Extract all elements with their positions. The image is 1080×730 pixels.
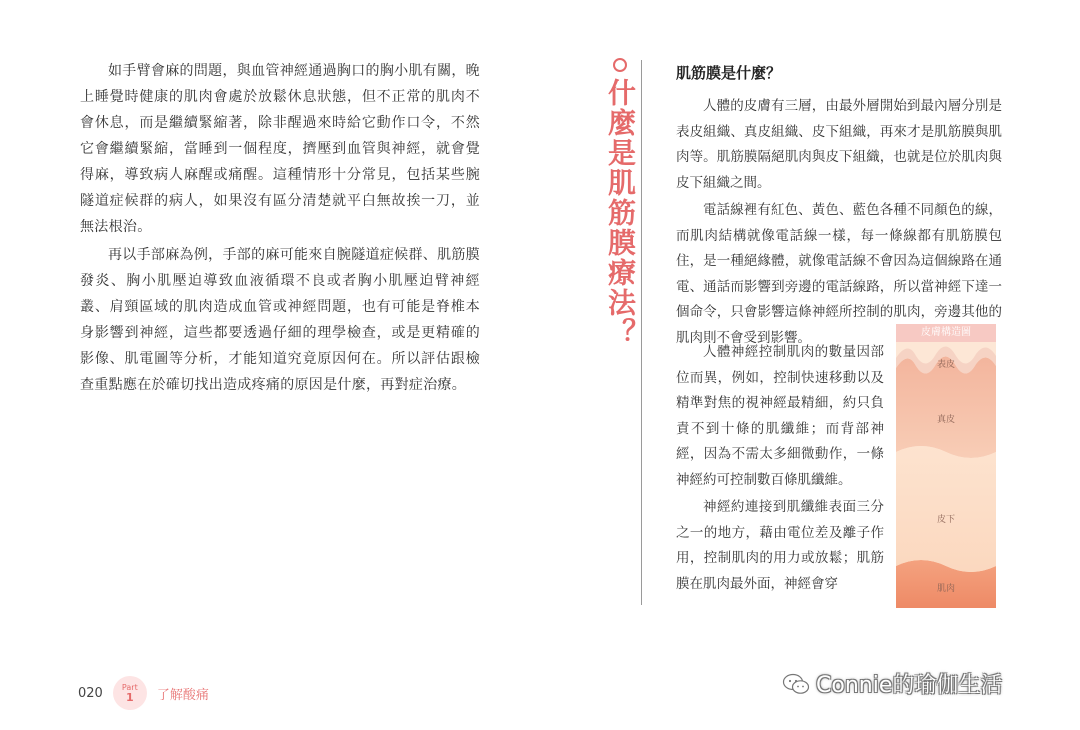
right-paragraph: 人體神經控制肌肉的數量因部位而異，例如，控制快速移動以及精準對焦的視神經最精細，約只負責不到十條的肌纖維；而背部神經，因為不需太多細微動作，一條神經約可控制數百條肌纖維。 — [676, 344, 884, 488]
part-badge — [113, 676, 147, 710]
circle-bullet-icon — [613, 58, 627, 72]
diagram-title: 皮膚構造圖 — [896, 324, 996, 342]
layer-label-dermis: 真皮 — [936, 415, 956, 425]
part-number: 1 — [126, 691, 134, 704]
divider — [641, 60, 642, 605]
page-number: 020 — [78, 685, 103, 701]
chapter-title — [605, 58, 635, 348]
right-paragraph: 人體的皮膚有三層，由最外層開始到最內層分別是表皮組織、真皮組織、皮下組織，再來才是肌筋膜與肌肉等。肌筋膜隔絕肌肉與皮下組織，也就是位於肌肉與皮下組織之間。 — [676, 98, 1002, 191]
skin-layers-graphic — [896, 342, 996, 608]
layer-label-subcutaneous: 皮下 — [936, 515, 956, 525]
right-body-text-narrow — [676, 340, 884, 599]
layer-label-muscle: 肌肉 — [936, 584, 956, 594]
part-label: Part — [121, 683, 138, 692]
chapter-title-text: 什麼是肌筋膜療法？ — [604, 78, 637, 348]
page-footer — [78, 676, 209, 710]
watermark — [782, 668, 1002, 699]
section-heading: 肌筋膜是什麼？ — [676, 64, 782, 82]
dermis-layer — [896, 356, 996, 458]
left-paragraph: 再以手部麻為例，手部的麻可能來自腕隧道症候群、肌筋膜發炎、胸小肌壓迫導致血液循環不良或者胸小肌壓迫臂神經叢、肩頸區域的肌肉造成血管或神經問題，也有可能是脊椎本身影響到神經，這些都要透過仔細的理學檢查，或是更精確的影像、肌電圖等分析，才能知道究竟原因何在。所以評估跟檢查重點應在於確切找出造成疼痛的原因是什麼，再對症治療。 — [80, 247, 480, 393]
left-paragraph: 如手臂會麻的問題，與血管神經通過胸口的胸小肌有關，晚上睡覺時健康的肌肉會處於放鬆休息狀態，但不正常的肌肉不會休息，而是繼續緊縮著，除非醒過來時給它動作口令，不然它會繼續緊縮，當睡到一個程度，擠壓到血管與神經，就會覺得麻，導致病人麻醒或痛醒。這種情形十分常見，包括某些腕隧道症候群的病人，如果沒有區分清楚就平白無故挨一刀，並無法根治。 — [80, 63, 480, 235]
section-name: 了解酸痛 — [156, 687, 209, 703]
left-body-text — [80, 58, 480, 400]
right-paragraph: 神經約連接到肌纖維表面三分之一的地方，藉由電位差及離子作用，控制肌肉的用力或放鬆；肌筋膜在肌肉最外面，神經會穿 — [676, 499, 884, 592]
wechat-icon — [782, 673, 810, 695]
watermark-text: Connie的瑜伽生活 — [816, 673, 1003, 698]
right-body-text — [676, 94, 1002, 353]
layer-label-epidermis: 表皮 — [936, 360, 956, 370]
right-paragraph: 電話線裡有紅色、黃色、藍色各種不同顏色的線，而肌肉結構就像電話線一樣，每一條線都有肌筋膜包住，是一種絕緣體，就像電話線不會因為這個線路在通電、通話而影響到旁邊的電話線路，所以當神經下達一個命令，只會影響這條神經所控制的肌肉，旁邊其他的肌肉則不會受到影響。 — [676, 202, 1002, 346]
subcutaneous-layer — [896, 446, 996, 572]
skin-structure-diagram — [896, 324, 996, 608]
